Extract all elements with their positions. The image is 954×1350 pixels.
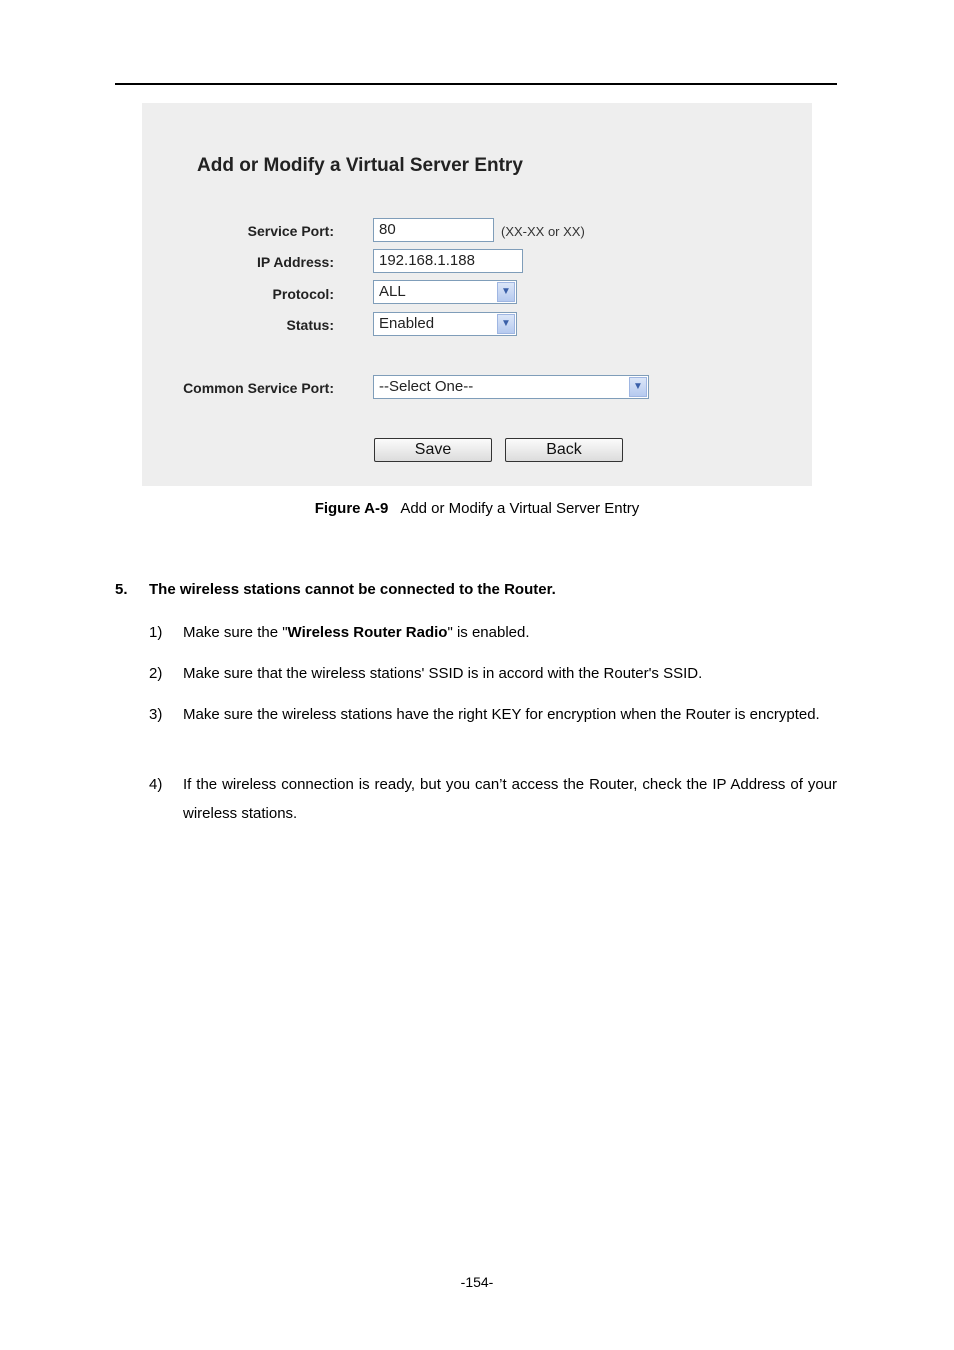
section-heading xyxy=(115,581,556,598)
status-label: Status: xyxy=(286,317,334,333)
list-item-text: Make sure that the wireless stations' SSID is in accord with the Router's SSID. xyxy=(183,665,703,682)
figure-title: Add or Modify a Virtual Server Entry xyxy=(400,500,640,517)
list-item-text: Make sure the wireless stations have the right KEY for encryption when the Router is encrypted. xyxy=(183,706,820,723)
list-item-text: If the wireless connection is ready, but you can’t access the Router, check the IP Address of your wireless stations. xyxy=(183,776,837,822)
protocol-select[interactable] xyxy=(373,280,517,304)
list-item xyxy=(149,659,837,688)
service-port-hint: (XX-XX or XX) xyxy=(501,224,585,239)
service-port-label: Service Port: xyxy=(247,223,334,239)
list-item xyxy=(149,618,837,647)
ip-address-input[interactable]: 192.168.1.188 xyxy=(373,249,523,273)
list-item-number: 3) xyxy=(149,706,163,723)
chevron-down-icon[interactable]: ▼ xyxy=(629,377,647,397)
figure-number: Figure A-9 xyxy=(314,500,389,517)
protocol-label: Protocol: xyxy=(272,286,334,302)
service-port-input[interactable]: 80 xyxy=(373,218,494,242)
chevron-down-icon[interactable]: ▼ xyxy=(497,314,515,334)
list-item-text-bold: Wireless Router Radio xyxy=(287,624,448,641)
chevron-down-icon[interactable]: ▼ xyxy=(497,282,515,302)
list-item-number: 4) xyxy=(149,776,163,793)
list-item-text-post: " is enabled. xyxy=(447,624,530,641)
list-item-text-pre: Make sure the " xyxy=(183,624,288,641)
section-title: The wireless stations cannot be connected to the Router. xyxy=(149,581,556,598)
protocol-value: ALL xyxy=(379,283,406,300)
common-service-port-label: Common Service Port: xyxy=(183,380,334,396)
section-number: 5. xyxy=(115,581,128,598)
list-item xyxy=(149,770,837,828)
status-value: Enabled xyxy=(379,315,435,332)
common-service-port-select[interactable] xyxy=(373,375,649,399)
list-item-number: 2) xyxy=(149,665,163,682)
list-item-number: 1) xyxy=(149,624,163,641)
save-button[interactable]: Save xyxy=(374,438,492,462)
common-service-port-value: --Select One-- xyxy=(379,378,474,395)
page-number: -154- xyxy=(460,1274,494,1290)
list-item xyxy=(149,700,837,729)
ip-address-label: IP Address: xyxy=(256,254,334,270)
status-select[interactable] xyxy=(373,312,517,336)
virtual-server-dialog xyxy=(142,103,812,486)
dialog-title: Add or Modify a Virtual Server Entry xyxy=(197,155,523,176)
back-button[interactable]: Back xyxy=(505,438,623,462)
header-rule xyxy=(115,83,837,85)
figure-caption xyxy=(0,500,954,517)
list-item-text xyxy=(183,618,837,647)
